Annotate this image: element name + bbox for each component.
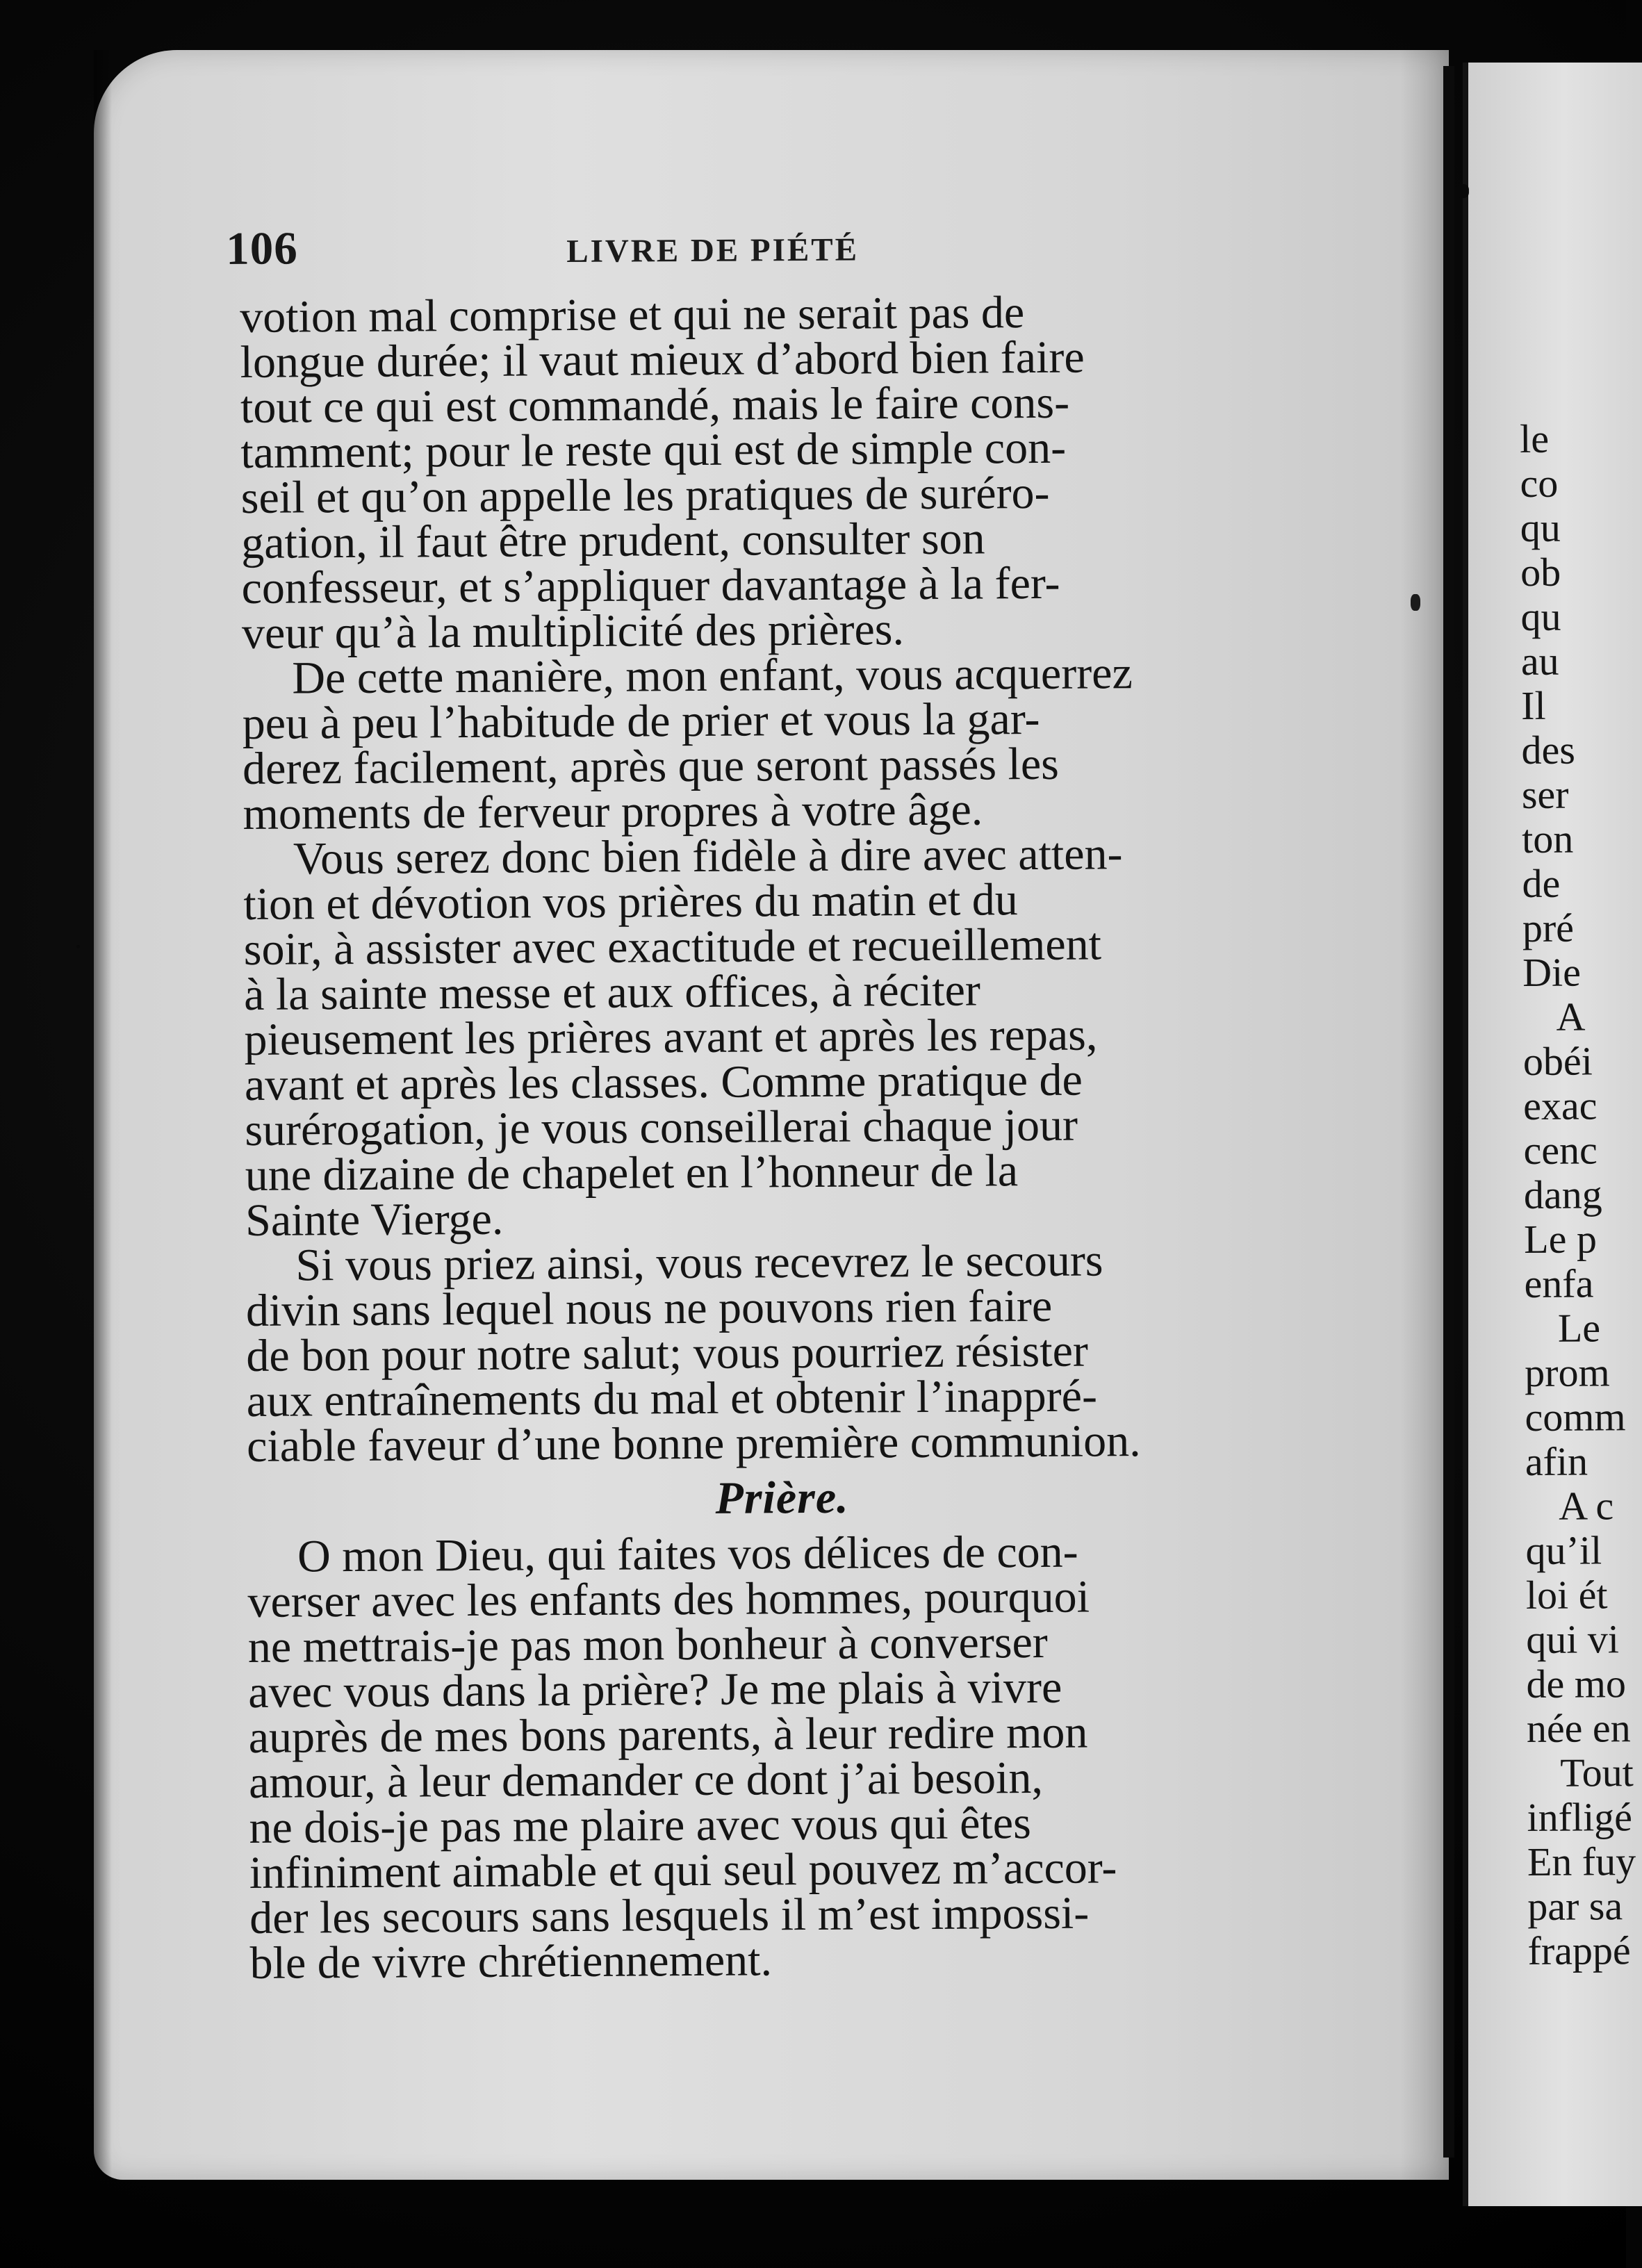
right-page-text-fragment: afin	[1525, 1438, 1588, 1484]
text-line: amour, à leur demander ce dont j’ai besoin,	[248, 1752, 1044, 1808]
text-line: O mon Dieu, qui faites vos délices de con-	[297, 1526, 1078, 1582]
page-header	[226, 218, 962, 278]
right-page-text-fragment: co	[1520, 460, 1559, 506]
text-line: aux entraînements du mal et obtenir l’inappré-	[246, 1370, 1098, 1427]
right-page-text-fragment: le	[1519, 416, 1550, 461]
text-line: de bon pour notre salut; vous pourriez résister	[246, 1325, 1089, 1381]
text-line: gation, il faut être prudent, consulter son	[240, 513, 985, 568]
right-page-text-fragment: ser	[1521, 771, 1569, 817]
text-line: peu à peu l’habitude de prier et vous la gar-	[242, 693, 1040, 749]
dust-speck	[1456, 184, 1469, 198]
right-page-text-fragment: qu	[1520, 504, 1561, 550]
text-line: Si vous priez ainsi, vous recevrez le secours	[295, 1235, 1103, 1291]
text-line: surérogation, je vous conseillerai chaque jour	[245, 1099, 1078, 1156]
right-page-text-fragment: infligé	[1527, 1794, 1633, 1840]
right-page-text-fragment: Il	[1521, 682, 1546, 728]
page-number: 106	[226, 222, 298, 274]
right-page-text-fragment: née en	[1526, 1705, 1631, 1751]
right-page-text-fragment: qu’il	[1525, 1527, 1602, 1573]
right-page-text-fragment: cenc	[1523, 1127, 1598, 1173]
dust-speck	[76, 945, 80, 948]
text-line: ciable faveur d’une bonne première communion.	[246, 1415, 1141, 1472]
right-page-text-fragment: exac	[1523, 1083, 1598, 1128]
text-line: avant et après les classes. Comme pratique de	[244, 1054, 1083, 1110]
text-line: seil et qu’on appelle les pratiques de surérо-	[240, 467, 1050, 523]
right-page-text-fragment: frappé	[1527, 1928, 1631, 1973]
right-page-text-fragment: prom	[1525, 1349, 1610, 1395]
right-page-text-fragment: Die	[1522, 949, 1582, 995]
text-line: une dizaine de chapelet en l’honneur de la	[245, 1145, 1019, 1201]
text-line: auprès de mes bons parents, à leur redire mon	[248, 1707, 1088, 1763]
right-page-text-fragment: de	[1522, 860, 1561, 906]
right-page-text-fragment: A	[1556, 994, 1586, 1040]
text-line: moments de ferveur propres à votre âge.	[243, 784, 983, 839]
text-line: Vous serez donc bien fidèle à dire avec atten-	[293, 828, 1123, 885]
text-line: De cette manière, mon enfant, vous acquerrez	[292, 648, 1133, 704]
text-line: veur qu’à la multiplicité des prières.	[241, 604, 905, 659]
text-line: der les secours sans lesquels il m’est impossi-	[249, 1887, 1090, 1944]
right-page-text-fragment: des	[1521, 727, 1576, 773]
right-page-text-fragment: Tout	[1560, 1750, 1634, 1796]
right-page-text-fragment: dang	[1523, 1172, 1602, 1217]
text-line: ne mettrais-je pas mon bonheur à converser	[247, 1616, 1049, 1673]
book-gutter	[1443, 66, 1454, 2158]
text-line: ne dois-je pas me plaire avec vous qui êtes	[249, 1798, 1031, 1853]
text-line: votion mal comprise et qui ne serait pas de	[239, 287, 1025, 343]
right-page-text-fragment: de mo	[1526, 1661, 1627, 1707]
text-line: derez facilement, après que seront passés les	[242, 738, 1060, 794]
right-page-text-fragment: ton	[1522, 816, 1574, 862]
right-page-text-fragment: Le p	[1524, 1216, 1598, 1262]
dust-speck	[1411, 594, 1420, 611]
text-line: confesseur, et s’appliquer davantage à la fer-	[241, 557, 1060, 614]
right-page-text-fragment: qu	[1520, 593, 1561, 639]
text-line: à la sainte messe et aux offices, à réciter	[243, 964, 981, 1020]
text-line: tamment; pour le reste qui est de simple con-	[240, 422, 1067, 478]
right-page-text-fragment: pré	[1522, 905, 1575, 951]
right-page-text-fragment: obéi	[1522, 1038, 1593, 1084]
text-line: pieusement les prières avant et après les repas,	[244, 1009, 1098, 1065]
text-line: infiniment aimable et qui seul pouvez m’accor-	[249, 1842, 1117, 1898]
right-page-fragments	[1520, 416, 1639, 1973]
text-line: tout ce qui est commandé, mais le faire cons-	[240, 377, 1070, 433]
right-page-text-fragment: enfa	[1524, 1260, 1594, 1306]
text-line: Sainte Vierge.	[245, 1193, 504, 1246]
right-page-text-fragment: A c	[1559, 1483, 1614, 1529]
right-page-text-fragment: au	[1520, 638, 1559, 684]
right-page-text-fragment: comm	[1525, 1394, 1626, 1440]
section-title-priere: Prière.	[715, 1472, 849, 1524]
right-page-text-fragment: En fuy	[1527, 1839, 1636, 1884]
right-page-text-fragment: ob	[1520, 549, 1561, 595]
text-line: longue durée; il vaut mieux d’abord bien faire	[240, 331, 1085, 388]
running-title: LIVRE DE PIÉTÉ	[566, 231, 860, 270]
left-page-text	[239, 287, 1320, 1989]
right-page-text-fragment: Le	[1557, 1305, 1601, 1351]
text-line: soir, à assister avec exactitude et recueillement	[243, 919, 1102, 975]
right-page-text-fragment: par sa	[1527, 1883, 1623, 1929]
text-line: ble de vivre chrétiennement.	[249, 1934, 773, 1989]
right-page-text-fragment: loi ét	[1525, 1572, 1608, 1618]
right-page-text-fragment: qui vi	[1526, 1616, 1620, 1662]
dust-speck	[57, 153, 63, 158]
text-line: verser avec les enfants des hommes, pourquoi	[247, 1571, 1090, 1627]
text-line: avec vous dans la prière? Je me plais à vivre	[248, 1661, 1062, 1718]
text-line: divin sans lequel nous ne pouvons rien faire	[245, 1280, 1053, 1336]
text-line: tion et dévotion vos prières du matin et du	[243, 874, 1019, 930]
